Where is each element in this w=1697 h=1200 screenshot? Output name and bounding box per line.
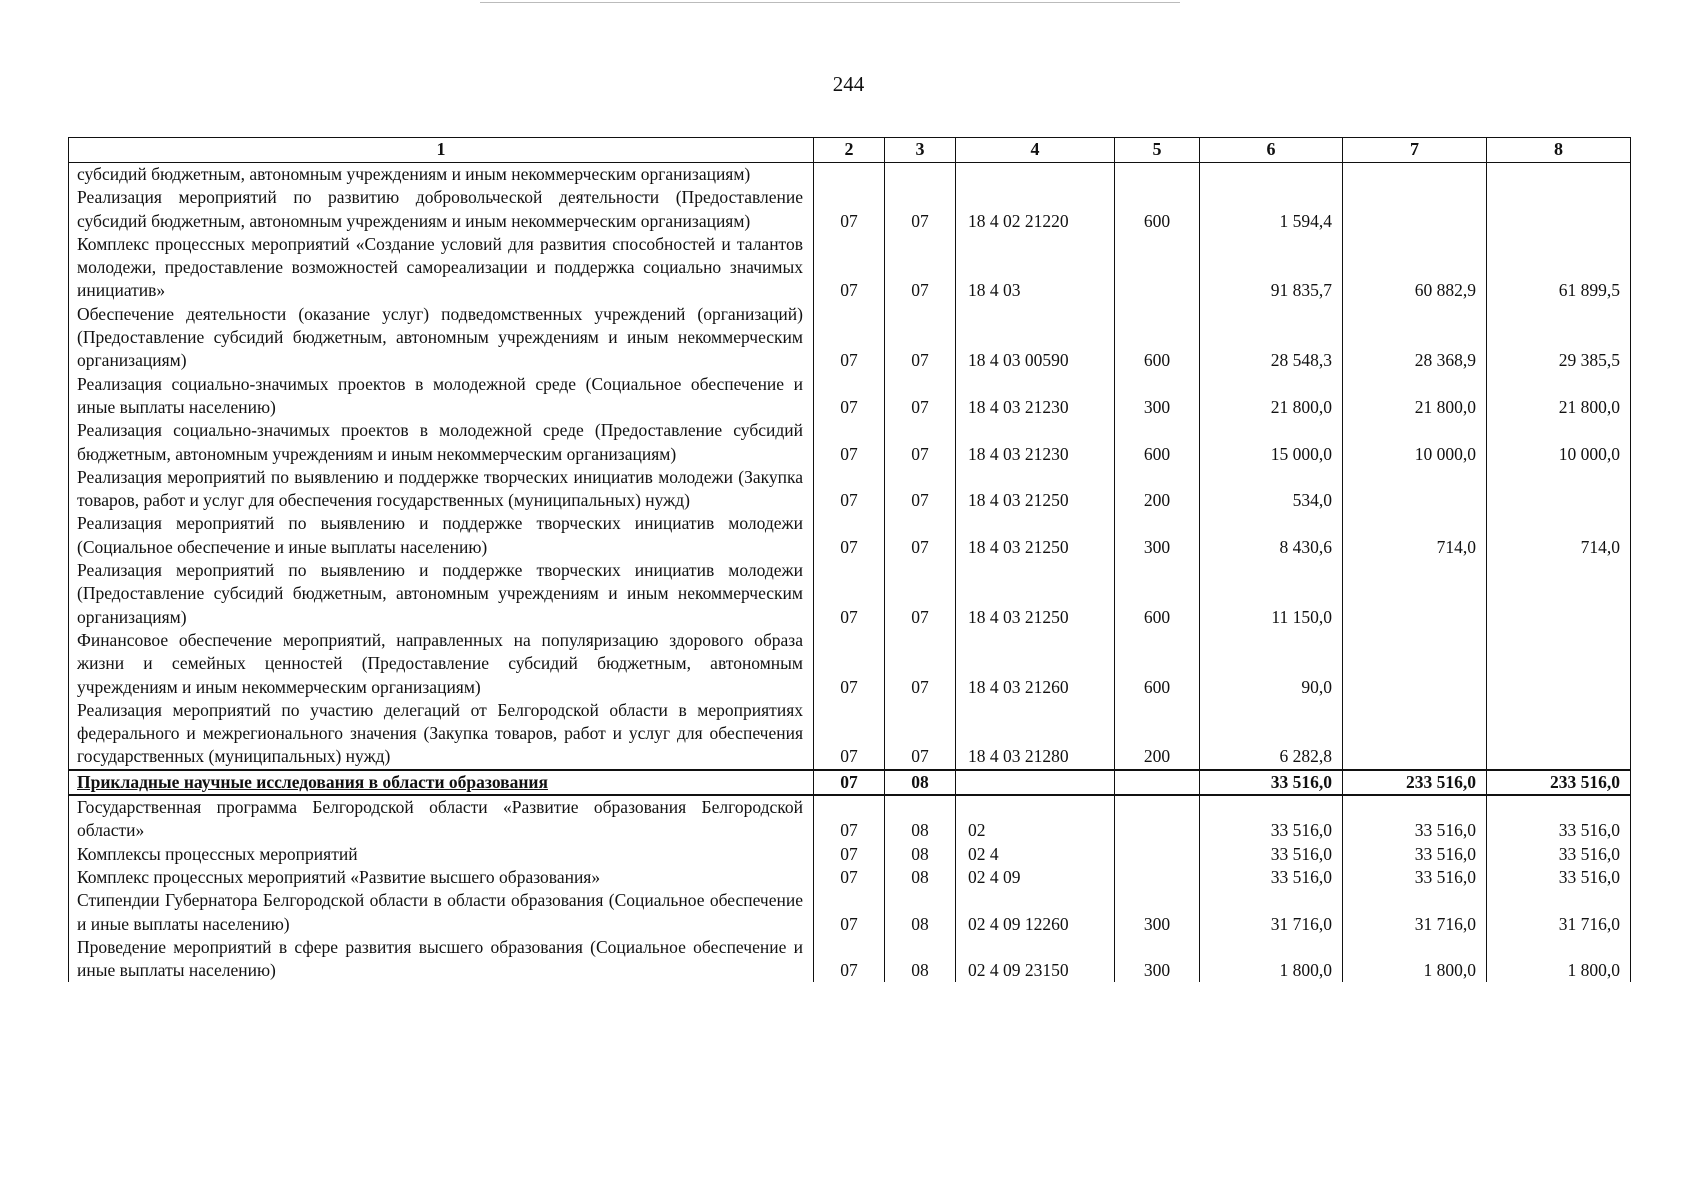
section-code-cell: 07 — [814, 843, 885, 866]
amount-year2-cell: 60 882,9 — [1343, 233, 1487, 303]
amount-year2-cell: 33 516,0 — [1343, 843, 1487, 866]
amount-year1-cell: 21 800,0 — [1200, 373, 1343, 420]
column-header: 8 — [1487, 138, 1631, 163]
expense-type-cell: 300 — [1115, 936, 1200, 983]
amount-year3-cell: 29 385,5 — [1487, 303, 1631, 373]
column-header: 6 — [1200, 138, 1343, 163]
target-article-cell: 02 4 09 23150 — [956, 936, 1115, 983]
table-row — [69, 163, 1631, 187]
amount-year2-cell: 233 516,0 — [1343, 770, 1487, 795]
amount-year3-cell — [1487, 699, 1631, 770]
expense-type-cell: 200 — [1115, 699, 1200, 770]
expense-type-cell: 600 — [1115, 186, 1200, 233]
amount-year3-cell — [1487, 186, 1631, 233]
table-row — [69, 186, 1631, 233]
target-article-cell: 02 4 09 — [956, 866, 1115, 889]
subsection-code-cell: 07 — [885, 512, 956, 559]
subsection-code-cell — [885, 163, 956, 187]
target-article-cell: 18 4 02 21220 — [956, 186, 1115, 233]
row-name-cell: Стипендии Губернатора Белгородской области в области образования (Социальное обеспечение и иные выплаты населению) — [69, 889, 814, 936]
table-row — [69, 373, 1631, 420]
section-code-cell: 07 — [814, 186, 885, 233]
scan-top-line — [480, 2, 1180, 3]
expense-type-cell: 300 — [1115, 889, 1200, 936]
amount-year2-cell: 10 000,0 — [1343, 419, 1487, 466]
amount-year3-cell: 33 516,0 — [1487, 795, 1631, 843]
table-row — [69, 843, 1631, 866]
target-article-cell: 18 4 03 21250 — [956, 512, 1115, 559]
row-name-cell: Реализация мероприятий по развитию добровольческой деятельности (Предоставление субсидий бюджетным, автономным учреждениям и иным некоммерческим организациям) — [69, 186, 814, 233]
expense-type-cell — [1115, 843, 1200, 866]
amount-year3-cell: 33 516,0 — [1487, 866, 1631, 889]
row-name-cell: Реализация мероприятий по участию делегаций от Белгородской области в мероприятиях федерального и межрегионального значения (Закупка товаров, работ и услуг для обеспечения государственных (муниципальных) нужд) — [69, 699, 814, 770]
row-name-cell: Комплекс процессных мероприятий «Создание условий для развития способностей и талантов молодежи, предоставление возможностей самореализации и поддержка социально значимых инициатив» — [69, 233, 814, 303]
amount-year1-cell: 33 516,0 — [1200, 795, 1343, 843]
amount-year1-cell: 90,0 — [1200, 629, 1343, 699]
target-article-cell: 18 4 03 21230 — [956, 419, 1115, 466]
row-name-cell: субсидий бюджетным, автономным учреждениям и иным некоммерческим организациям) — [69, 163, 814, 187]
section-code-cell: 07 — [814, 373, 885, 420]
table-row — [69, 512, 1631, 559]
table-row — [69, 419, 1631, 466]
row-name-cell: Реализация социально-значимых проектов в молодежной среде (Социальное обеспечение и иные выплаты населению) — [69, 373, 814, 420]
subsection-code-cell: 07 — [885, 559, 956, 629]
subsection-code-cell: 07 — [885, 303, 956, 373]
target-article-cell: 02 — [956, 795, 1115, 843]
amount-year3-cell — [1487, 629, 1631, 699]
section-code-cell: 07 — [814, 629, 885, 699]
section-code-cell: 07 — [814, 770, 885, 795]
row-name-cell: Обеспечение деятельности (оказание услуг) подведомственных учреждений (организаций) (Предоставление субсидий бюджетным, автономным учреждениям и иным некоммерческим организациям) — [69, 303, 814, 373]
amount-year2-cell — [1343, 163, 1487, 187]
subsection-code-cell: 07 — [885, 699, 956, 770]
expense-type-cell: 300 — [1115, 373, 1200, 420]
section-code-cell: 07 — [814, 466, 885, 513]
amount-year2-cell — [1343, 559, 1487, 629]
amount-year3-cell: 21 800,0 — [1487, 373, 1631, 420]
row-name-cell: Финансовое обеспечение мероприятий, направленных на популяризацию здорового образа жизни и семейных ценностей (Предоставление субсидий бюджетным, автономным учреждениям и иным некоммерческим организациям) — [69, 629, 814, 699]
subsection-code-cell: 08 — [885, 866, 956, 889]
amount-year3-cell: 714,0 — [1487, 512, 1631, 559]
section-code-cell: 07 — [814, 699, 885, 770]
expense-type-cell — [1115, 163, 1200, 187]
amount-year2-cell — [1343, 186, 1487, 233]
row-name-cell: Реализация мероприятий по выявлению и поддержке творческих инициатив молодежи (Социальное обеспечение и иные выплаты населению) — [69, 512, 814, 559]
table-row — [69, 629, 1631, 699]
target-article-cell: 18 4 03 21250 — [956, 559, 1115, 629]
subsection-code-cell: 08 — [885, 795, 956, 843]
row-name-cell: Прикладные научные исследования в области образования — [69, 770, 814, 795]
amount-year1-cell: 15 000,0 — [1200, 419, 1343, 466]
subsection-code-cell: 08 — [885, 843, 956, 866]
section-code-cell: 07 — [814, 512, 885, 559]
amount-year2-cell — [1343, 629, 1487, 699]
amount-year1-cell: 31 716,0 — [1200, 889, 1343, 936]
column-header: 3 — [885, 138, 956, 163]
target-article-cell: 18 4 03 — [956, 233, 1115, 303]
amount-year2-cell: 33 516,0 — [1343, 866, 1487, 889]
amount-year3-cell: 61 899,5 — [1487, 233, 1631, 303]
amount-year1-cell: 6 282,8 — [1200, 699, 1343, 770]
amount-year1-cell: 11 150,0 — [1200, 559, 1343, 629]
expense-type-cell: 200 — [1115, 466, 1200, 513]
amount-year1-cell: 33 516,0 — [1200, 843, 1343, 866]
target-article-cell: 18 4 03 21230 — [956, 373, 1115, 420]
section-code-cell: 07 — [814, 559, 885, 629]
subsection-code-cell: 07 — [885, 233, 956, 303]
expense-type-cell — [1115, 233, 1200, 303]
amount-year1-cell — [1200, 163, 1343, 187]
target-article-cell: 02 4 09 12260 — [956, 889, 1115, 936]
amount-year2-cell: 28 368,9 — [1343, 303, 1487, 373]
target-article-cell: 18 4 03 21260 — [956, 629, 1115, 699]
section-code-cell: 07 — [814, 936, 885, 983]
section-code-cell: 07 — [814, 866, 885, 889]
table-header-row — [69, 138, 1631, 163]
column-header: 7 — [1343, 138, 1487, 163]
target-article-cell — [956, 163, 1115, 187]
amount-year3-cell — [1487, 163, 1631, 187]
budget-table — [68, 137, 1631, 982]
subsection-code-cell: 07 — [885, 186, 956, 233]
column-header: 5 — [1115, 138, 1200, 163]
table-row — [69, 795, 1631, 843]
subsection-code-cell: 07 — [885, 466, 956, 513]
page-number: 244 — [832, 72, 865, 96]
amount-year1-cell: 534,0 — [1200, 466, 1343, 513]
amount-year1-cell: 33 516,0 — [1200, 770, 1343, 795]
amount-year2-cell — [1343, 466, 1487, 513]
column-header: 1 — [69, 138, 814, 163]
amount-year1-cell: 33 516,0 — [1200, 866, 1343, 889]
subsection-code-cell: 07 — [885, 419, 956, 466]
table-row — [69, 936, 1631, 983]
table-row — [69, 233, 1631, 303]
expense-type-cell — [1115, 795, 1200, 843]
section-code-cell: 07 — [814, 233, 885, 303]
row-name-cell: Проведение мероприятий в сфере развития высшего образования (Социальное обеспечение и иные выплаты населению) — [69, 936, 814, 983]
row-name-cell: Государственная программа Белгородской области «Развитие образования Белгородской области» — [69, 795, 814, 843]
amount-year1-cell: 8 430,6 — [1200, 512, 1343, 559]
table-row — [69, 889, 1631, 936]
amount-year2-cell — [1343, 699, 1487, 770]
amount-year1-cell: 1 594,4 — [1200, 186, 1343, 233]
amount-year2-cell: 21 800,0 — [1343, 373, 1487, 420]
amount-year1-cell: 1 800,0 — [1200, 936, 1343, 983]
table-row — [69, 559, 1631, 629]
budget-table-container — [68, 137, 1630, 982]
amount-year3-cell: 31 716,0 — [1487, 889, 1631, 936]
amount-year3-cell: 233 516,0 — [1487, 770, 1631, 795]
amount-year1-cell: 28 548,3 — [1200, 303, 1343, 373]
target-article-cell: 18 4 03 21250 — [956, 466, 1115, 513]
amount-year2-cell: 714,0 — [1343, 512, 1487, 559]
table-body — [69, 163, 1631, 983]
amount-year3-cell — [1487, 466, 1631, 513]
subsection-code-cell: 07 — [885, 629, 956, 699]
table-row — [69, 466, 1631, 513]
column-header: 2 — [814, 138, 885, 163]
subsection-code-cell: 07 — [885, 373, 956, 420]
amount-year2-cell: 33 516,0 — [1343, 795, 1487, 843]
table-row — [69, 699, 1631, 770]
row-name-cell: Реализация социально-значимых проектов в молодежной среде (Предоставление субсидий бюджетным, автономным учреждениям и иным некоммерческим организациям) — [69, 419, 814, 466]
amount-year3-cell — [1487, 559, 1631, 629]
table-row — [69, 303, 1631, 373]
target-article-cell: 18 4 03 00590 — [956, 303, 1115, 373]
amount-year3-cell: 1 800,0 — [1487, 936, 1631, 983]
expense-type-cell: 600 — [1115, 303, 1200, 373]
amount-year1-cell: 91 835,7 — [1200, 233, 1343, 303]
expense-type-cell: 600 — [1115, 559, 1200, 629]
subsection-code-cell: 08 — [885, 889, 956, 936]
section-code-cell: 07 — [814, 889, 885, 936]
row-name-cell: Реализация мероприятий по выявлению и поддержке творческих инициатив молодежи (Предоставление субсидий бюджетным, автономным учреждениям и иным некоммерческим организациям) — [69, 559, 814, 629]
section-code-cell — [814, 163, 885, 187]
table-row-section-total — [69, 770, 1631, 795]
target-article-cell: 18 4 03 21280 — [956, 699, 1115, 770]
section-code-cell: 07 — [814, 795, 885, 843]
expense-type-cell: 600 — [1115, 629, 1200, 699]
expense-type-cell: 300 — [1115, 512, 1200, 559]
target-article-cell — [956, 770, 1115, 795]
subsection-code-cell: 08 — [885, 770, 956, 795]
section-code-cell: 07 — [814, 303, 885, 373]
amount-year2-cell: 31 716,0 — [1343, 889, 1487, 936]
row-name-cell: Реализация мероприятий по выявлению и поддержке творческих инициатив молодежи (Закупка товаров, работ и услуг для обеспечения государственных (муниципальных) нужд) — [69, 466, 814, 513]
amount-year3-cell: 33 516,0 — [1487, 843, 1631, 866]
table-row — [69, 866, 1631, 889]
row-name-cell: Комплекс процессных мероприятий «Развитие высшего образования» — [69, 866, 814, 889]
expense-type-cell — [1115, 770, 1200, 795]
amount-year2-cell: 1 800,0 — [1343, 936, 1487, 983]
amount-year3-cell: 10 000,0 — [1487, 419, 1631, 466]
section-code-cell: 07 — [814, 419, 885, 466]
expense-type-cell: 600 — [1115, 419, 1200, 466]
target-article-cell: 02 4 — [956, 843, 1115, 866]
column-header: 4 — [956, 138, 1115, 163]
expense-type-cell — [1115, 866, 1200, 889]
subsection-code-cell: 08 — [885, 936, 956, 983]
row-name-cell: Комплексы процессных мероприятий — [69, 843, 814, 866]
